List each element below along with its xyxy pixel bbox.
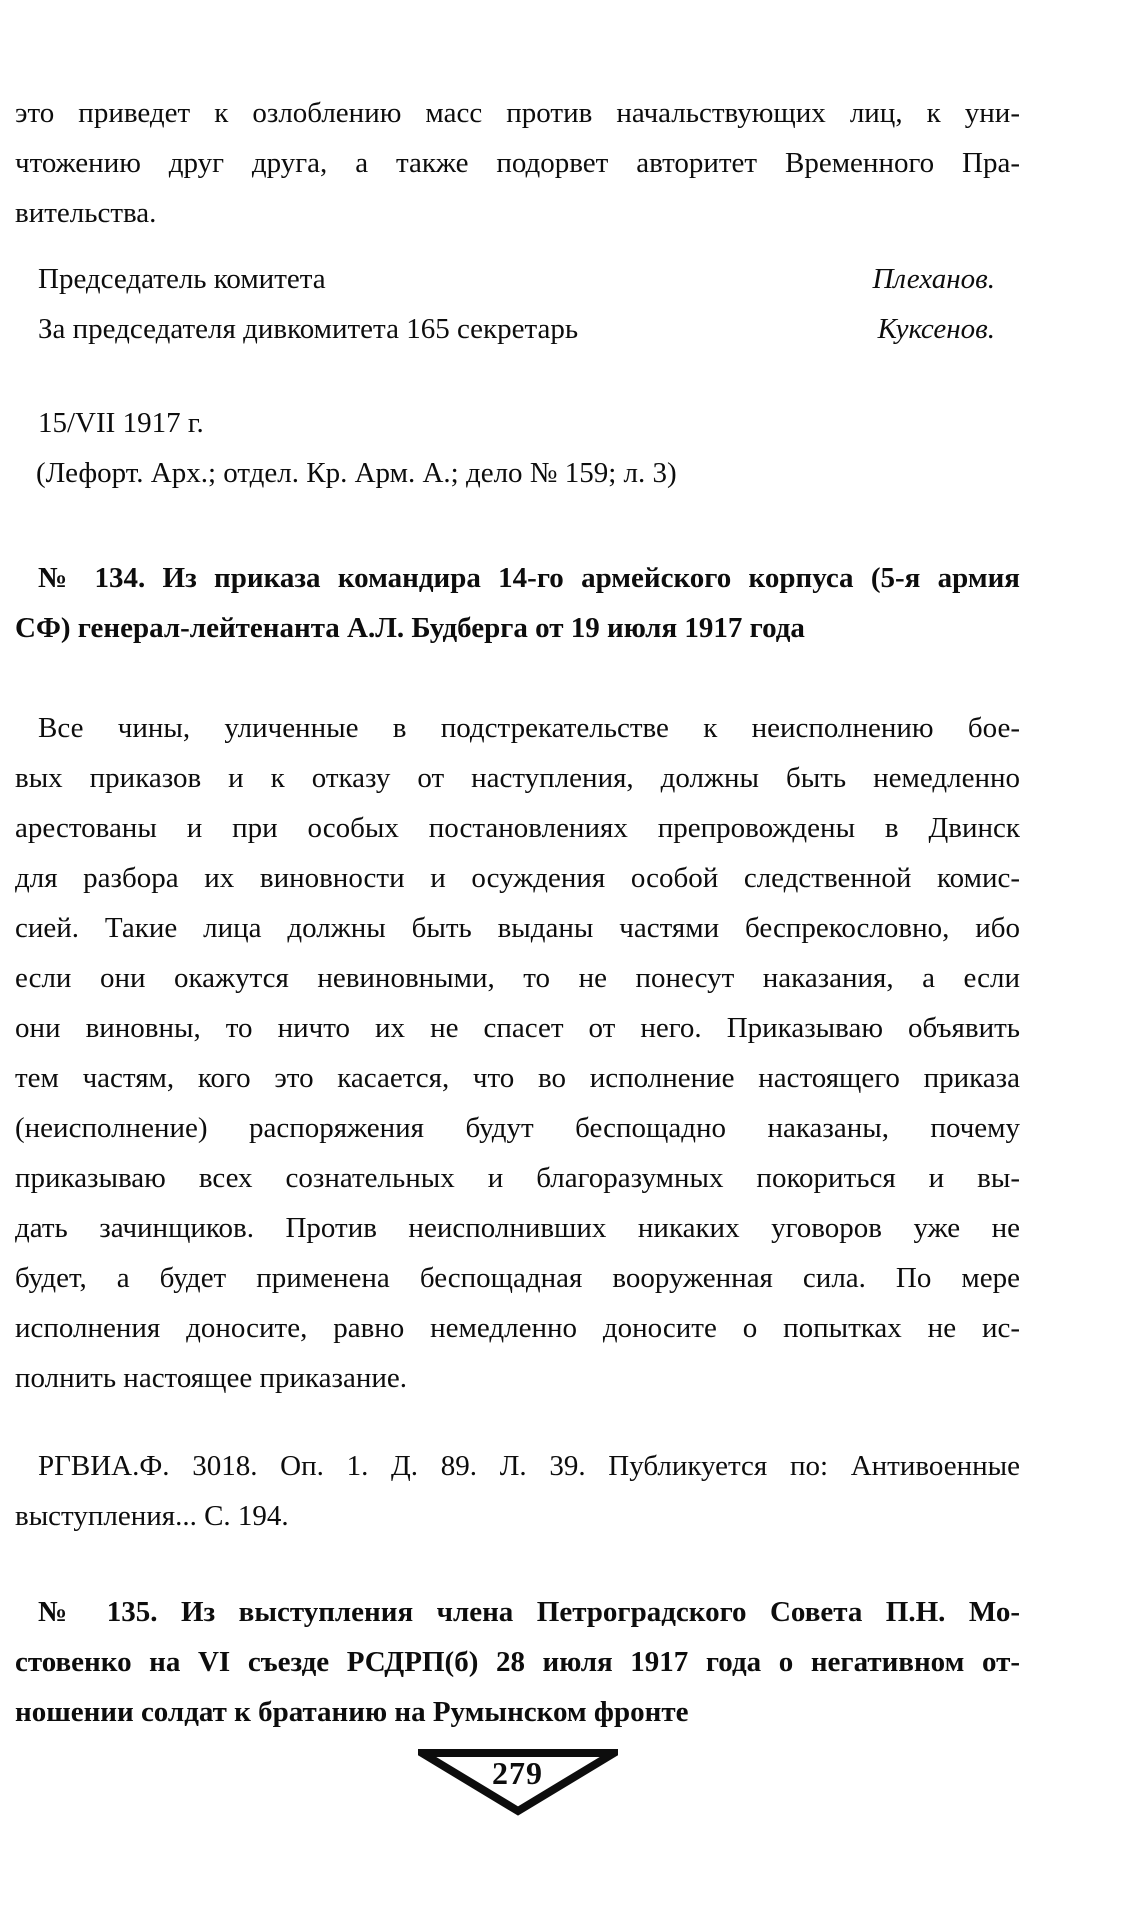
signature-row <box>15 254 1020 304</box>
signature-name: Куксенов. <box>877 313 995 345</box>
text-line: (неисполнение) распоряжения будут беспощадно наказаны, почему <box>15 1112 1020 1144</box>
text-line: Все чины, уличенные в подстрекательстве к неисполнению бое- <box>38 712 1020 744</box>
doc-134-source <box>15 1441 1020 1541</box>
text-line: чтожению друг друга, а также подорвет авторитет Временного Пра- <box>15 147 1020 179</box>
signature-block <box>15 254 1020 354</box>
text-line: они виновны, то ничто их не спасет от него. Приказываю объявить <box>15 1012 1020 1044</box>
date-line: 15/VII 1917 г. <box>38 407 204 439</box>
text-line: № 135. Из выступления члена Петроградского Совета П.Н. Мо- <box>38 1596 1020 1628</box>
text-line: сией. Такие лица должны быть выданы частями беспрекословно, ибо <box>15 912 1020 944</box>
text-line: ношении солдат к братанию на Румынском фронте <box>15 1696 689 1728</box>
text-line: вых приказов и к отказу от наступления, должны быть немедленно <box>15 762 1020 794</box>
text-line: будет, а будет применена беспощадная вооруженная сила. По мере <box>15 1262 1020 1294</box>
doc-135-heading <box>15 1587 1020 1737</box>
text-line: выступления... С. 194. <box>15 1500 289 1532</box>
page-number: 279 <box>492 1755 543 1791</box>
archive-reference: (Лефорт. Арх.; отдел. Кр. Арм. А.; дело № 159; л. 3) <box>36 457 677 489</box>
text-line: приказываю всех сознательных и благоразумных покориться и вы- <box>15 1162 1020 1194</box>
text-line: это приведет к озлоблению масс против начальствующих лиц, к уни- <box>15 97 1020 129</box>
doc-134-heading <box>15 553 1020 653</box>
text-line: дать зачинщиков. Против неисполнивших никаких уговоров уже не <box>15 1212 1020 1244</box>
text-line: РГВИА.Ф. 3018. Оп. 1. Д. 89. Л. 39. Публикуется по: Антивоенные <box>38 1450 1020 1482</box>
signature-row <box>15 304 1020 354</box>
text-line: для разбора их виновности и осуждения особой следственной комис- <box>15 862 1020 894</box>
text-line: исполнения доносите, равно немедленно доносите о попытках не ис- <box>15 1312 1020 1344</box>
doc-134-body <box>15 703 1020 1403</box>
page-number-ornament <box>418 1745 618 1817</box>
text-line: арестованы и при особых постановлениях препровождены в Двинск <box>15 812 1020 844</box>
signature-role: Председатель комитета <box>38 263 326 295</box>
text-line: вительства. <box>15 197 157 229</box>
text-line: СФ) генерал-лейтенанта А.Л. Будберга от 19 июля 1917 года <box>15 612 805 644</box>
text-line: если они окажутся невиновными, то не понесут наказания, а если <box>15 962 1020 994</box>
text-line: полнить настоящее приказание. <box>15 1362 408 1394</box>
signature-role: За председателя дивкомитета 165 секретарь <box>38 313 579 345</box>
text-line: № 134. Из приказа командира 14-го армейского корпуса (5-я армия <box>38 562 1020 594</box>
text-line: стовенко на VI съезде РСДРП(б) 28 июля 1917 года о негативном от- <box>15 1646 1020 1678</box>
signature-name: Плеханов. <box>872 263 995 295</box>
intro-paragraph <box>15 88 1020 238</box>
text-line: тем частям, кого это касается, что во исполнение настоящего приказа <box>15 1062 1020 1094</box>
